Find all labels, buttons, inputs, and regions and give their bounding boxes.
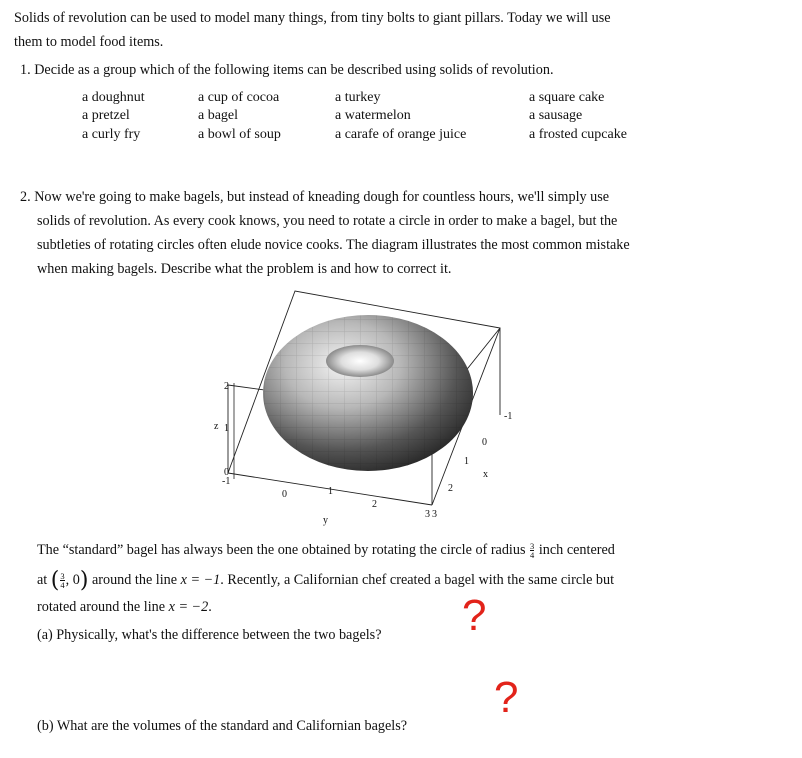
handwritten-question-mark: ? <box>494 673 519 722</box>
z-axis-label: z <box>214 421 219 432</box>
z-tick-label: 2 <box>224 381 229 392</box>
equation: x = −1 <box>180 572 221 588</box>
list-item: a bagel <box>198 108 239 123</box>
part-a-question: (a) Physically, what's the difference between the two bagels? <box>37 627 382 643</box>
text-segment: 0 <box>72 572 80 588</box>
fraction-numerator: 3 <box>530 541 535 552</box>
text-segment: around the line <box>88 572 181 588</box>
question-2-line-1: 2. Now we're going to make bagels, but instead of kneading dough for countless hours, we'll simply use <box>20 189 610 205</box>
z-tick-label: 1 <box>224 423 229 434</box>
x-tick-label: 3 <box>432 509 437 520</box>
x-tick-label: 1 <box>464 456 469 467</box>
x-axis-label: x <box>483 469 488 480</box>
question-2-line-2: solids of revolution. As every cook knows, you need to rotate a circle in order to make a bagel, but the <box>37 213 618 229</box>
z-axis <box>214 381 234 487</box>
question-2-line-3: subtleties of rotating circles often elude novice cooks. The diagram illustrates the most common mistake <box>37 237 630 253</box>
list-item: a bowl of soup <box>198 127 281 142</box>
text-segment: rotated around the line <box>37 599 169 615</box>
z-tick-label: -1 <box>222 476 231 487</box>
y-tick-label: 1 <box>328 486 333 497</box>
list-item: a cup of cocoa <box>198 90 280 105</box>
fraction-denominator: 4 <box>60 580 65 591</box>
x-tick-label: 2 <box>448 483 453 494</box>
list-item: a square cake <box>529 90 605 105</box>
text-segment: inch centered <box>535 542 615 558</box>
x-tick-label: 0 <box>482 437 487 448</box>
standard-bagel-line-2: at ( $\frac{3}{4}$ , 0) around the line x = −1. Recently, a Californian chef created a bagel with the same circle but <box>37 568 615 593</box>
text-segment: . Recently, a Californian chef created a bagel with the same circle but <box>220 572 615 588</box>
y-axis-label: y <box>323 515 328 526</box>
y-tick-label: 2 <box>372 499 377 510</box>
text-segment: The “standard” bagel has always been the one obtained by rotating the circle of radius <box>37 542 530 558</box>
standard-bagel-line-1 <box>37 542 615 559</box>
list-item: a watermelon <box>335 108 411 123</box>
list-item: a frosted cupcake <box>529 127 627 142</box>
standard-bagel-line-3 <box>37 599 212 616</box>
list-item: a carafe of orange juice <box>335 127 467 142</box>
intro-line-2: them to model food items. <box>14 34 164 50</box>
list-item: a doughnut <box>82 90 145 105</box>
x-tick-label: -1 <box>504 411 513 422</box>
text-segment: at <box>37 572 51 588</box>
intro-line-1: Solids of revolution can be used to model many things, from tiny bolts to giant pillars. Today we will use <box>14 10 611 26</box>
bagel-torus <box>263 315 473 471</box>
fraction-numerator: 3 <box>60 571 65 582</box>
equation: x = −2 <box>168 599 209 615</box>
list-item: a curly fry <box>82 127 141 142</box>
y-tick-label: 0 <box>282 489 287 500</box>
fraction-three-quarters <box>60 572 64 589</box>
question-1-text: 1. Decide as a group which of the following items can be described using solids of revolution. <box>20 62 554 78</box>
handwritten-question-mark: ? <box>462 591 487 640</box>
y-tick-label: 3 <box>425 509 430 520</box>
question-2-line-4: when making bagels. Describe what the problem is and how to correct it. <box>37 261 452 277</box>
fraction-denominator: 4 <box>530 550 535 561</box>
list-item: a sausage <box>529 108 583 123</box>
bagel-3d-plot <box>200 283 530 528</box>
z-tick-label: 0 <box>224 467 229 478</box>
text-segment: . <box>208 599 212 615</box>
list-item: a pretzel <box>82 108 130 123</box>
y-axis <box>282 486 430 526</box>
fraction-three-quarters <box>530 542 534 559</box>
part-b-question: (b) What are the volumes of the standard and Californian bagels? <box>37 718 408 734</box>
list-item: a turkey <box>335 90 381 105</box>
